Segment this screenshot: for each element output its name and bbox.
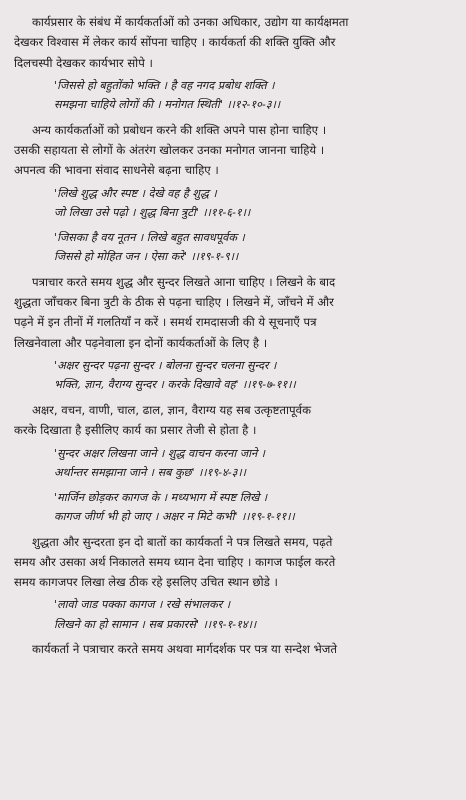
text-line: समय कागजपर लिखा लेख ठीक रहे इसलिए उचित स्थान छोडे । bbox=[14, 575, 278, 590]
text-line: शुद्धता और सुन्दरता इन दो बातों का कार्यकर्ता ने पत्र लिखते समय, पढ़ते bbox=[32, 534, 333, 549]
text-line: कार्यकर्ता ने पत्राचार करते समय अथवा मार्गदर्शक पर पत्र या सन्देश भेजते bbox=[32, 642, 337, 657]
text-line: जिससे हो मोहित जन । ऐसा करे' ।।१९-१-९।। bbox=[54, 250, 239, 264]
verse-quote bbox=[54, 595, 456, 634]
paragraph bbox=[14, 272, 456, 353]
paragraph bbox=[14, 532, 456, 593]
text-line: कार्यप्रसार के संबंध में कार्यकर्ताओं को उनका अधिकार, उद्योग या कार्यक्षमता bbox=[32, 15, 349, 29]
text-line: अर्थान्तर समझाना जाने । सब कुछ' ।।१९-४-३।। bbox=[54, 466, 246, 480]
text-line: समय और उसका अर्थ निकालते समय ध्यान देना चाहिए । कागज फाईल करते bbox=[14, 554, 336, 569]
paragraph bbox=[14, 639, 456, 659]
text-line: 'जिससे हो बहुतोंको भक्ति । है वह नगद प्रबोध शक्ति । bbox=[54, 78, 275, 92]
verse-quote bbox=[54, 356, 456, 395]
verse-quote bbox=[54, 76, 456, 115]
verse-quote bbox=[54, 444, 456, 483]
text-line: 'सुन्दर अक्षर लिखना जाने । शुद्ध वाचन करना जाने । bbox=[54, 446, 266, 460]
text-line: लिखने का हो सामान । सब प्रकारसे' ।।१९-१-१४।। bbox=[54, 617, 257, 631]
text-line: जो लिखा उसे पढ़ो । शुद्ध बिना त्रुटी' ।।११-६-१।। bbox=[54, 206, 251, 220]
text-line: 'लिखे शुद्ध और स्पष्ट । देखे वह है शुद्ध । bbox=[54, 186, 217, 200]
text-line: 'अक्षर सुन्दर पढ़ना सुन्दर । बोलना सुन्दर चलना सुन्दर । bbox=[54, 358, 277, 372]
paragraph bbox=[14, 120, 456, 181]
text-line: समझना चाहिये लोगों की । मनोगत स्थिती' ।।१२-१०-३।। bbox=[54, 98, 281, 112]
text-line: देखकर विश्वास में लेकर कार्य सोंपना चाहिए । कार्यकर्ता की शक्ति युक्ति और bbox=[14, 35, 336, 50]
text-line: कागज जीर्ण भी हो जाए । अक्षर न मिटे कभी' ।।१९-१-११।। bbox=[54, 510, 295, 524]
text-line: शुद्धता जाँचकर बिना त्रुटी के ठीक से पढ़ना चाहिए । लिखने में, जाँचने में और bbox=[14, 295, 334, 310]
text-line: भक्ति, ज्ञान, वैराग्य सुन्दर । करके दिखावे वह' ।।१९-७-११।। bbox=[54, 378, 296, 392]
text-line: करके दिखाता है इसीलिए कार्य का प्रसार तेजी से होता है । bbox=[14, 423, 257, 438]
text-line: पत्राचार करते समय शुद्ध और सुन्दर लिखते आना चाहिए । लिखने के बाद bbox=[32, 274, 336, 289]
text-line: 'लावो जाड पक्का कागज । रखे संभालकर । bbox=[54, 598, 231, 612]
verse-quote bbox=[54, 184, 456, 223]
verse-quote bbox=[54, 488, 456, 527]
text-line: अन्य कार्यकर्ताओं को प्रबोधन करने की शक्ति अपने पास होना चाहिए । bbox=[32, 122, 327, 137]
text-line: अक्षर, वचन, वाणी, चाल, ढाल, ज्ञान, वैराग्य यह सब उत्कृष्टतापूर्वक bbox=[32, 402, 311, 417]
text-line: 'मार्जिन छोड़कर कागज के । मध्यभाग में स्पष्ट लिखे । bbox=[54, 490, 268, 504]
text-line: लिखनेवाला और पढ़नेवाला इन दोनों कार्यकर्ताओं के लिए है । bbox=[14, 335, 268, 350]
text-line: 'जिसका है वय नूतन । लिखे बहुत सावधपूर्वक । bbox=[54, 230, 245, 244]
text-line: अपनत्व की भावना संवाद साधनेसे बढ़ना चाहिए । bbox=[14, 163, 219, 178]
text-line: उसकी सहायता से लोगों के अंतरंग खोलकर उनका मनोगत जानना चाहिये । bbox=[14, 143, 325, 158]
text-line: दिलचस्पी देखकर कार्यभार सोपे । bbox=[14, 55, 153, 70]
text-line: पढ़ने में इन तीनों में गलतियाँ न करें । समर्थ रामदासजी की ये सूचनाएँ पत्र bbox=[14, 315, 317, 330]
paragraph bbox=[14, 400, 456, 441]
paragraph bbox=[14, 12, 456, 73]
verse-quote bbox=[54, 228, 456, 267]
